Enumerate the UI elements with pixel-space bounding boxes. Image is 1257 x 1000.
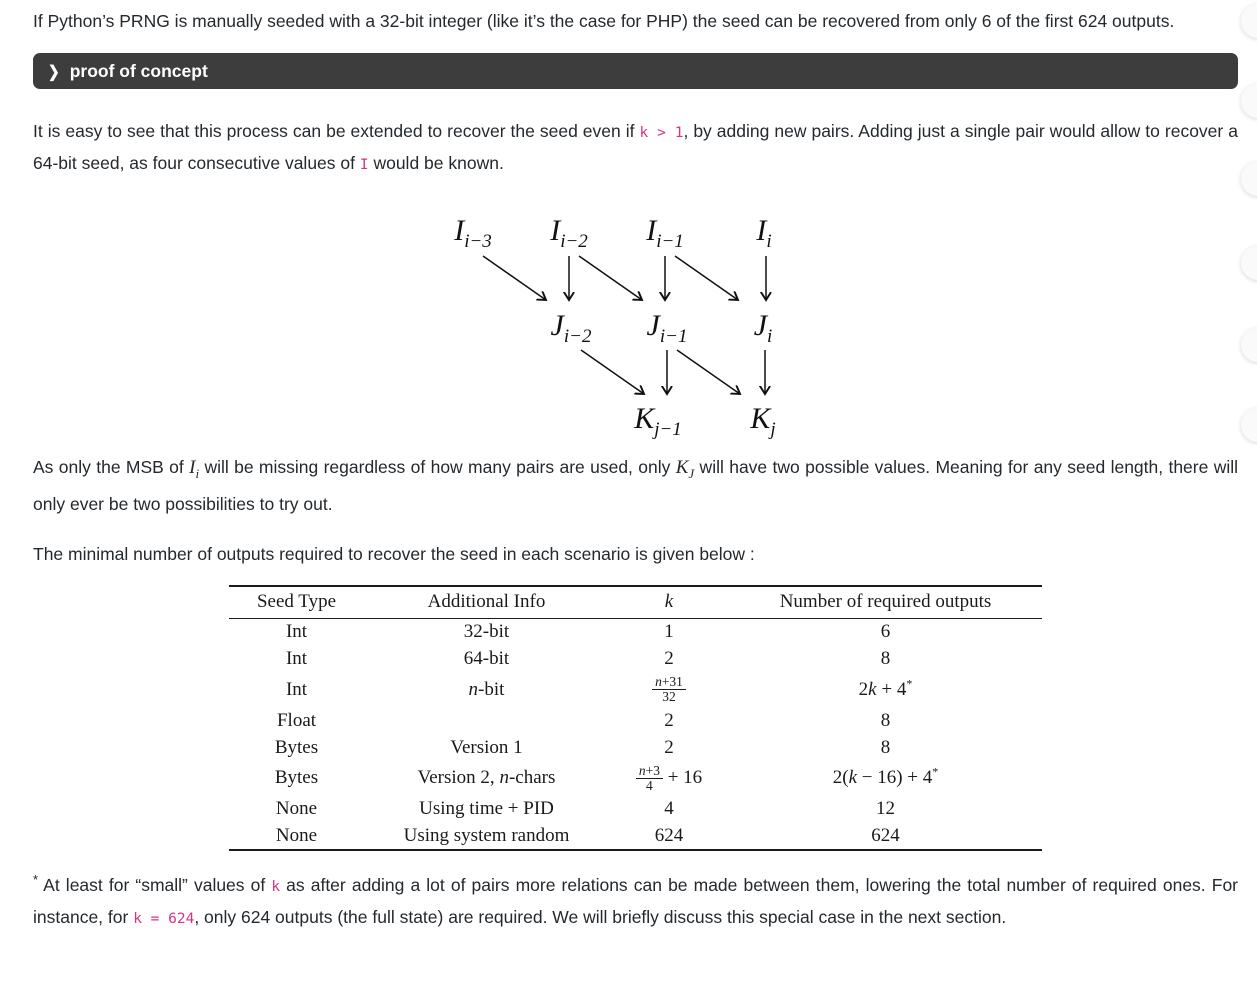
header-required-outputs: Number of required outputs xyxy=(729,586,1042,619)
inline-code-k-gt-1: k > 1 xyxy=(639,125,684,141)
p2-seg3: would be known. xyxy=(368,153,504,173)
cell-seed: Int xyxy=(285,621,308,643)
p2-seg2: , by adding new pairs. Adding just a single pair would allow to recover a 64-bit seed, as four consecutive values of xyxy=(33,121,1238,173)
header-k: k xyxy=(609,586,729,619)
cell-outputs: 8 xyxy=(880,709,891,731)
fraction: $\frac{n+31}{32}$ xyxy=(652,675,686,704)
math-I-i: $I_i$ xyxy=(189,457,200,481)
cell-seed: Int xyxy=(285,648,308,670)
arrow-j2-to-k1 xyxy=(581,350,644,394)
cell-k: 2 xyxy=(664,648,674,670)
collapsible-label: proof of concept xyxy=(69,60,208,81)
floating-edge-button[interactable] xyxy=(1241,162,1257,196)
intro-paragraph xyxy=(33,6,1238,36)
table-row xyxy=(229,822,1042,850)
cell-outputs: 12 xyxy=(876,797,895,819)
cell-k: 1 xyxy=(664,621,674,643)
cell-k xyxy=(609,673,729,707)
cell-outputs: 8 xyxy=(880,736,891,758)
arrow-i3-to-j2 xyxy=(483,256,546,300)
cell-info: n-bit xyxy=(468,678,505,700)
footnote-seg1: At least for “small” values of xyxy=(38,875,272,896)
cell-seed: Bytes xyxy=(274,736,319,758)
floating-edge-button[interactable] xyxy=(1241,4,1257,38)
arrow-j1-to-k0 xyxy=(677,350,740,394)
footnote-star: * xyxy=(932,764,939,779)
floating-edge-button[interactable] xyxy=(1241,84,1257,118)
floating-edge-button[interactable] xyxy=(1241,408,1257,442)
footnote-paragraph xyxy=(33,870,1238,934)
recurrence-diagram-svg xyxy=(426,204,846,439)
node-K-j: $K_j$ xyxy=(749,402,776,439)
cell-outputs: 2(k − 16) + 4* xyxy=(832,764,939,789)
cell-outputs: 6 xyxy=(880,621,891,643)
footnote-star: * xyxy=(906,676,913,691)
table-row xyxy=(229,646,1042,673)
cell-outputs: 2k + 4* xyxy=(858,676,913,700)
p3-seg1: As only the MSB of xyxy=(33,457,190,477)
cell-outputs: 8 xyxy=(880,648,891,670)
cell-seed: Bytes xyxy=(274,767,319,789)
cell-seed: Float xyxy=(276,709,317,731)
node-J-i-2: $J_{i-2}$ xyxy=(550,309,591,347)
chevron-right-icon: ❯ xyxy=(48,61,60,81)
msb-paragraph xyxy=(33,452,1238,519)
cell-k: $\frac{n+3}{4}$ + 16 xyxy=(609,761,729,795)
cell-info: Using system random xyxy=(403,824,570,846)
cell-info: Version 1 xyxy=(450,736,523,758)
cell-k: 2 xyxy=(664,736,674,758)
table-row xyxy=(229,761,1042,795)
cell-outputs: 624 xyxy=(871,824,900,846)
outputs-table xyxy=(229,585,1042,852)
cell-k: 4 xyxy=(664,797,674,819)
node-J-i-1: $J_{i-1}$ xyxy=(646,309,687,347)
cell-k: 624 xyxy=(654,824,684,846)
arrow-i2-to-j1 xyxy=(579,256,642,300)
floating-edge-button[interactable] xyxy=(1241,246,1257,280)
table-row xyxy=(229,734,1042,761)
cell-info: 32-bit xyxy=(463,621,510,643)
cell-seed: None xyxy=(275,824,318,846)
p4-text: The minimal number of outputs required to recover the seed in each scenario is given below : xyxy=(33,543,755,564)
inline-code-k-eq-624: k = 624 xyxy=(133,911,195,928)
inline-code-I: I xyxy=(359,157,369,173)
proof-of-concept-toggle[interactable] xyxy=(33,53,1238,89)
cell-info: Version 2, n-chars xyxy=(417,767,556,789)
table-row xyxy=(229,618,1042,646)
cell-k: 2 xyxy=(664,709,674,731)
node-I-i: $I_i$ xyxy=(755,214,772,252)
node-I-i-1: $I_{i-1}$ xyxy=(645,214,684,252)
cell-seed: None xyxy=(275,797,318,819)
cell-info xyxy=(364,707,609,734)
math-K-J: $K_J$ xyxy=(675,457,695,481)
p2-seg1: It is easy to see that this process can be extended to recover the seed even if xyxy=(33,121,640,141)
node-I-i-3: $I_{i-3}$ xyxy=(453,214,492,252)
header-additional-info: Additional Info xyxy=(364,586,609,619)
node-J-i: $J_i$ xyxy=(753,309,772,347)
footnote-seg3: , only 624 outputs (the full state) are required. We will briefly discuss this special case in the next section. xyxy=(194,907,1007,928)
p3-seg2: will be missing regardless of how many pairs are used, only xyxy=(199,457,676,477)
footnote-seg2: as after adding a lot of pairs more relations can be made between them, lowering the total number of required ones. For instance, for xyxy=(33,875,1238,928)
outputs-table-wrapper xyxy=(33,585,1238,852)
fraction: $\frac{n+3}{4}$ xyxy=(636,764,663,793)
table-intro-paragraph xyxy=(33,539,1238,569)
table-row xyxy=(229,673,1042,707)
table-row xyxy=(229,707,1042,734)
intro-text: If Python’s PRNG is manually seeded with a 32-bit integer (like it’s the case for PHP) the seed can be recovered from only 6 of the first 624 outputs. xyxy=(33,11,1175,31)
table-row xyxy=(229,795,1042,822)
recurrence-diagram xyxy=(33,204,1238,444)
p3-seg3: will have two possible values. Meaning for any seed length, there will only ever be two possibilities to try out. xyxy=(33,457,1239,514)
inline-code-k: k xyxy=(271,879,281,896)
arrow-i1-to-j0 xyxy=(675,256,738,300)
cell-info: 64-bit xyxy=(463,648,510,670)
cell-info: Using time + PID xyxy=(419,797,554,819)
table-header-row xyxy=(229,586,1042,619)
node-I-i-2: $I_{i-2}$ xyxy=(549,214,588,252)
cell-seed: Int xyxy=(285,678,308,700)
node-K-j-1: $K_{j-1}$ xyxy=(633,402,682,439)
header-seed-type: Seed Type xyxy=(229,586,364,619)
footnote-asterisk: * xyxy=(33,872,39,888)
extension-paragraph xyxy=(33,116,1238,180)
floating-edge-button[interactable] xyxy=(1241,328,1257,362)
